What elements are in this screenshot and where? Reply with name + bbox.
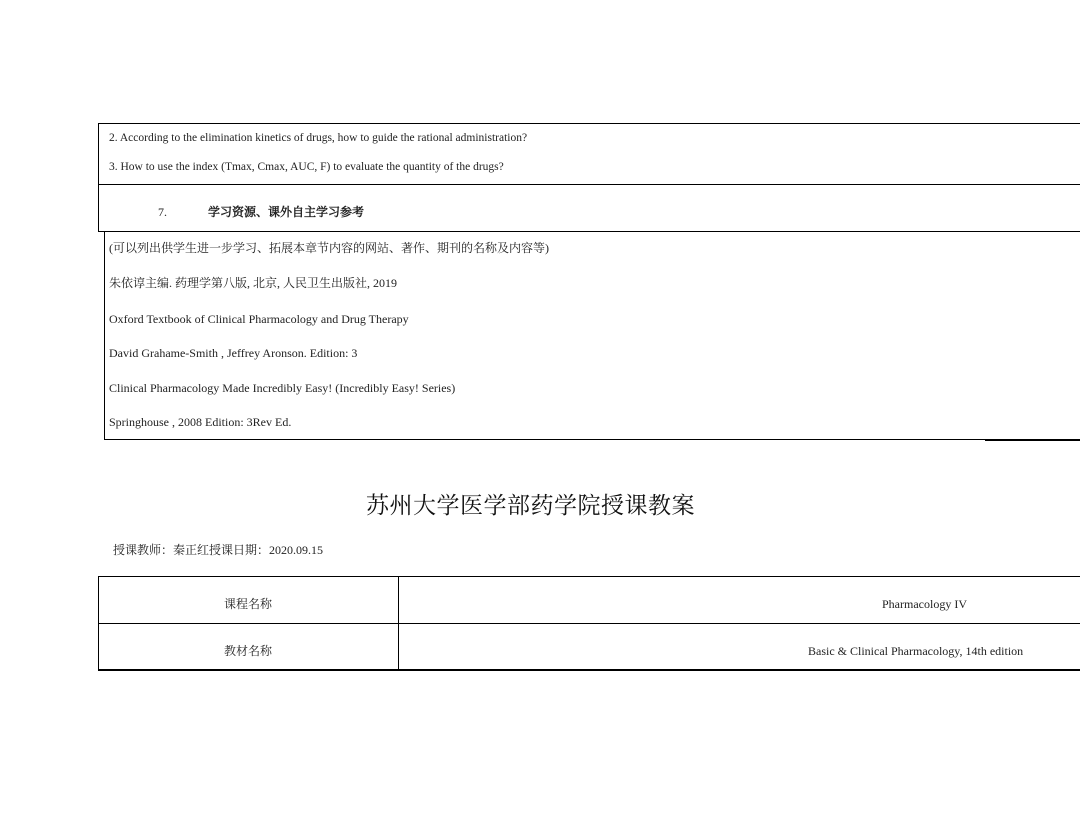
question-3: 3. How to use the index (Tmax, Cmax, AUC, F) to evaluate the quantity of the drugs? [109, 161, 504, 173]
document-title: 苏州大学医学部药学院授课教案 [366, 493, 695, 519]
resource-item: Oxford Textbook of Clinical Pharmacology and Drug Therapy [109, 312, 409, 326]
teacher-date-line: 授课教师：秦正红授课日期：2020.09.15 [113, 543, 324, 557]
resource-item: Clinical Pharmacology Made Incredibly Easy! (Incredibly Easy! Series) [109, 381, 456, 395]
section-7-number: 7. [158, 205, 167, 219]
course-name-value: Pharmacology IV [882, 597, 967, 611]
textbook-name-label: 教材名称 [224, 644, 273, 658]
course-name-label: 课程名称 [224, 597, 273, 611]
textbook-name-value: Basic & Clinical Pharmacology, 14th edition [808, 644, 1024, 658]
resource-item: David Grahame-Smith , Jeffrey Aronson. Edition: 3 [109, 346, 358, 360]
section-7-heading: 学习资源、课外自主学习参考 [208, 205, 365, 219]
resource-item: Springhouse , 2008 Edition: 3Rev Ed. [109, 415, 292, 429]
resource-item: 朱依谆主编. 药理学第八版, 北京, 人民卫生出版社, 2019 [109, 276, 398, 290]
question-2: 2. According to the elimination kinetics of drugs, how to guide the rational administration? [109, 132, 528, 144]
resources-note: (可以列出供学生进一步学习、拓展本章节内容的网站、著作、期刊的名称及内容等) [109, 241, 549, 255]
